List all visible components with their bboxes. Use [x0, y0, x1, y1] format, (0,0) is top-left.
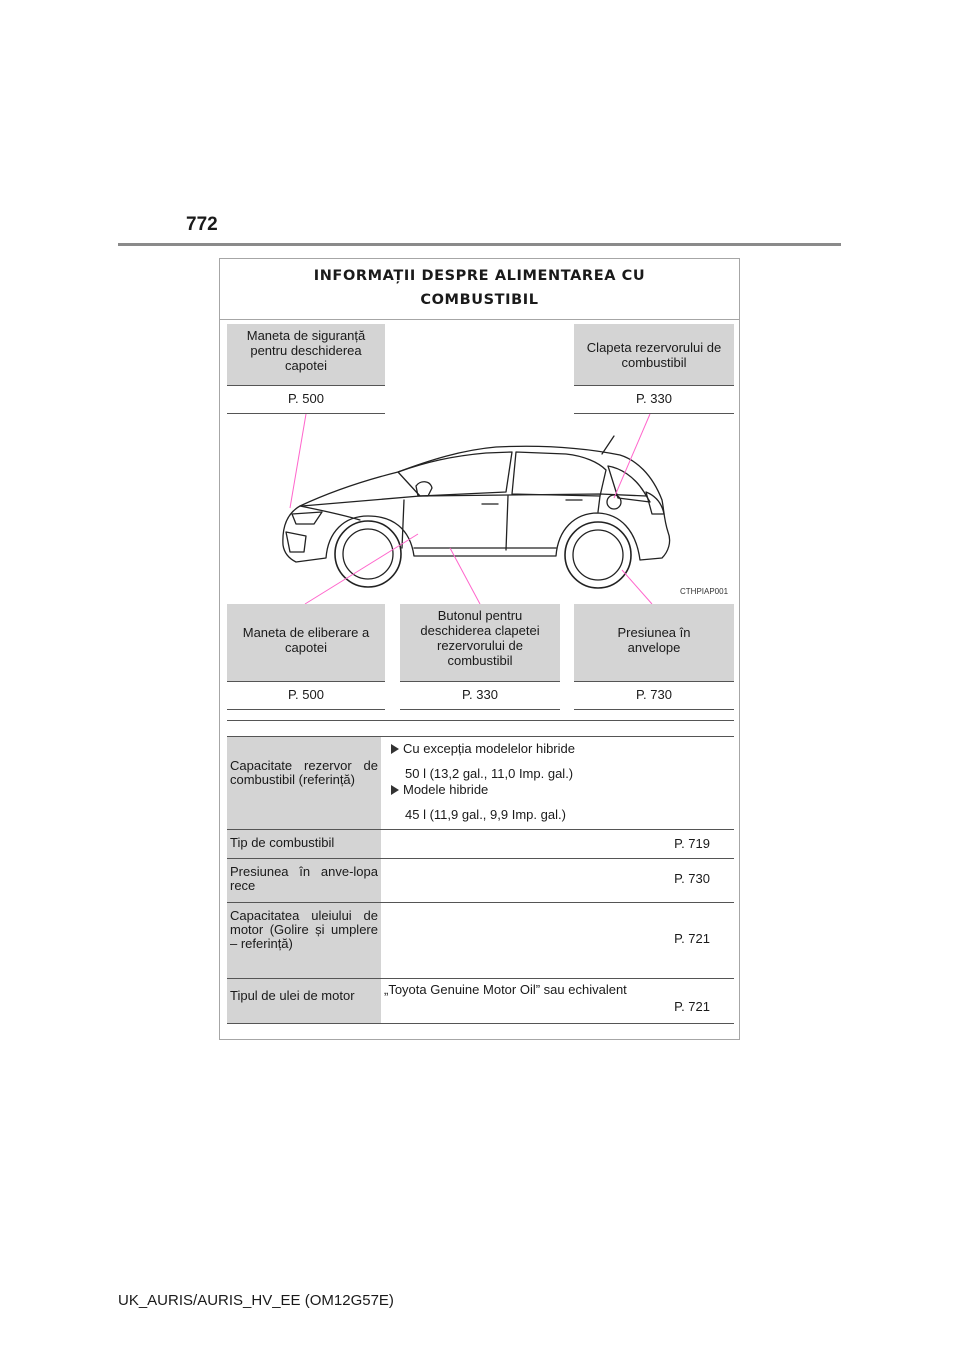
triangle-bullet-icon [391, 785, 399, 795]
section-title-line-2: COMBUSTIBIL [420, 292, 539, 308]
table-row-cold-tire-pressure [227, 859, 734, 903]
leader-line-tire [622, 570, 652, 604]
callout-ref-fuel-button: P. 330 [400, 682, 560, 710]
car-rear-wheel-rim [573, 530, 623, 580]
car-tail-light [646, 492, 664, 514]
diagram-code: CTHPIAP001 [680, 587, 729, 596]
table-row-fuel-type [227, 830, 734, 859]
oil-type-ref: P. 721 [674, 999, 710, 1014]
car-window-line [398, 452, 512, 496]
fuel-type-label: Tip de combustibil [227, 830, 381, 858]
callout-ref-hood-safety: P. 500 [227, 386, 385, 414]
oil-type-label: Tipul de ulei de motor [227, 979, 381, 1023]
car-door-line-2 [506, 496, 508, 550]
cold-tire-pressure-label: Presiunea în anve-lopa rece [227, 859, 381, 902]
section-title-line-1: INFORMAȚII DESPRE ALIMENTAREA CU [313, 268, 646, 284]
car-rear-wheel-tire [565, 522, 631, 588]
fuel-capacity-item-2: Modele hibride [403, 782, 489, 797]
car-body-outline [283, 446, 670, 562]
callout-label-fuel-button: Butonul pentru deschiderea clapetei rezervorului de combustibil [400, 604, 560, 682]
fuel-capacity-label: Capacitate rezervor de combustibil (referință) [227, 737, 381, 829]
table-row-fuel-capacity [227, 736, 734, 830]
page-number: 772 [186, 214, 218, 235]
fuel-capacity-value-1: 50 l (13,2 gal., 11,0 Imp. gal.) [405, 766, 574, 781]
car-headlight [292, 512, 322, 524]
fuel-type-ref: P. 719 [674, 836, 710, 851]
callout-ref-tire-pressure: P. 730 [574, 682, 734, 710]
fuel-capacity-item-1: Cu excepția modelelor hibride [403, 741, 575, 756]
leader-line-hood-release [305, 534, 418, 604]
leader-line-hood-safety [290, 414, 306, 508]
leader-line-fuel-door [614, 414, 650, 498]
callout-label-tire-pressure: Presiunea în anvelope [574, 604, 734, 682]
fuel-capacity-value-2: 45 l (11,9 gal., 9,9 Imp. gal.) [405, 807, 566, 822]
cold-tire-pressure-ref: P. 730 [674, 871, 710, 886]
car-door-line-3 [598, 496, 600, 512]
callout-ref-fuel-door: P. 330 [574, 386, 734, 414]
car-front-wheel-tire [335, 521, 401, 587]
callout-ref-hood-release: P. 500 [227, 682, 385, 710]
car-antenna [602, 436, 614, 454]
table-top-rule [227, 720, 734, 721]
document-footer: UK_AURIS/AURIS_HV_EE (OM12G57E) [118, 1292, 394, 1309]
table-row-oil-capacity [227, 903, 734, 979]
car-rear-window [512, 452, 606, 496]
oil-capacity-ref: P. 721 [674, 931, 710, 946]
triangle-bullet-icon [391, 744, 399, 754]
car-door-line [402, 500, 404, 548]
oil-type-value: „Toyota Genuine Motor Oil” sau echivalent [384, 982, 627, 997]
oil-capacity-label: Capacitatea uleiului de motor (Golire și umplere – referință) [227, 903, 381, 978]
callout-label-hood-safety: Maneta de siguranță pentru deschiderea capotei [227, 324, 385, 386]
table-row-oil-type [227, 979, 734, 1024]
callout-label-fuel-door: Clapeta rezervorului de combustibil [574, 324, 734, 386]
callout-label-hood-release: Maneta de eliberare a capotei [227, 604, 385, 682]
car-grille [286, 532, 306, 552]
